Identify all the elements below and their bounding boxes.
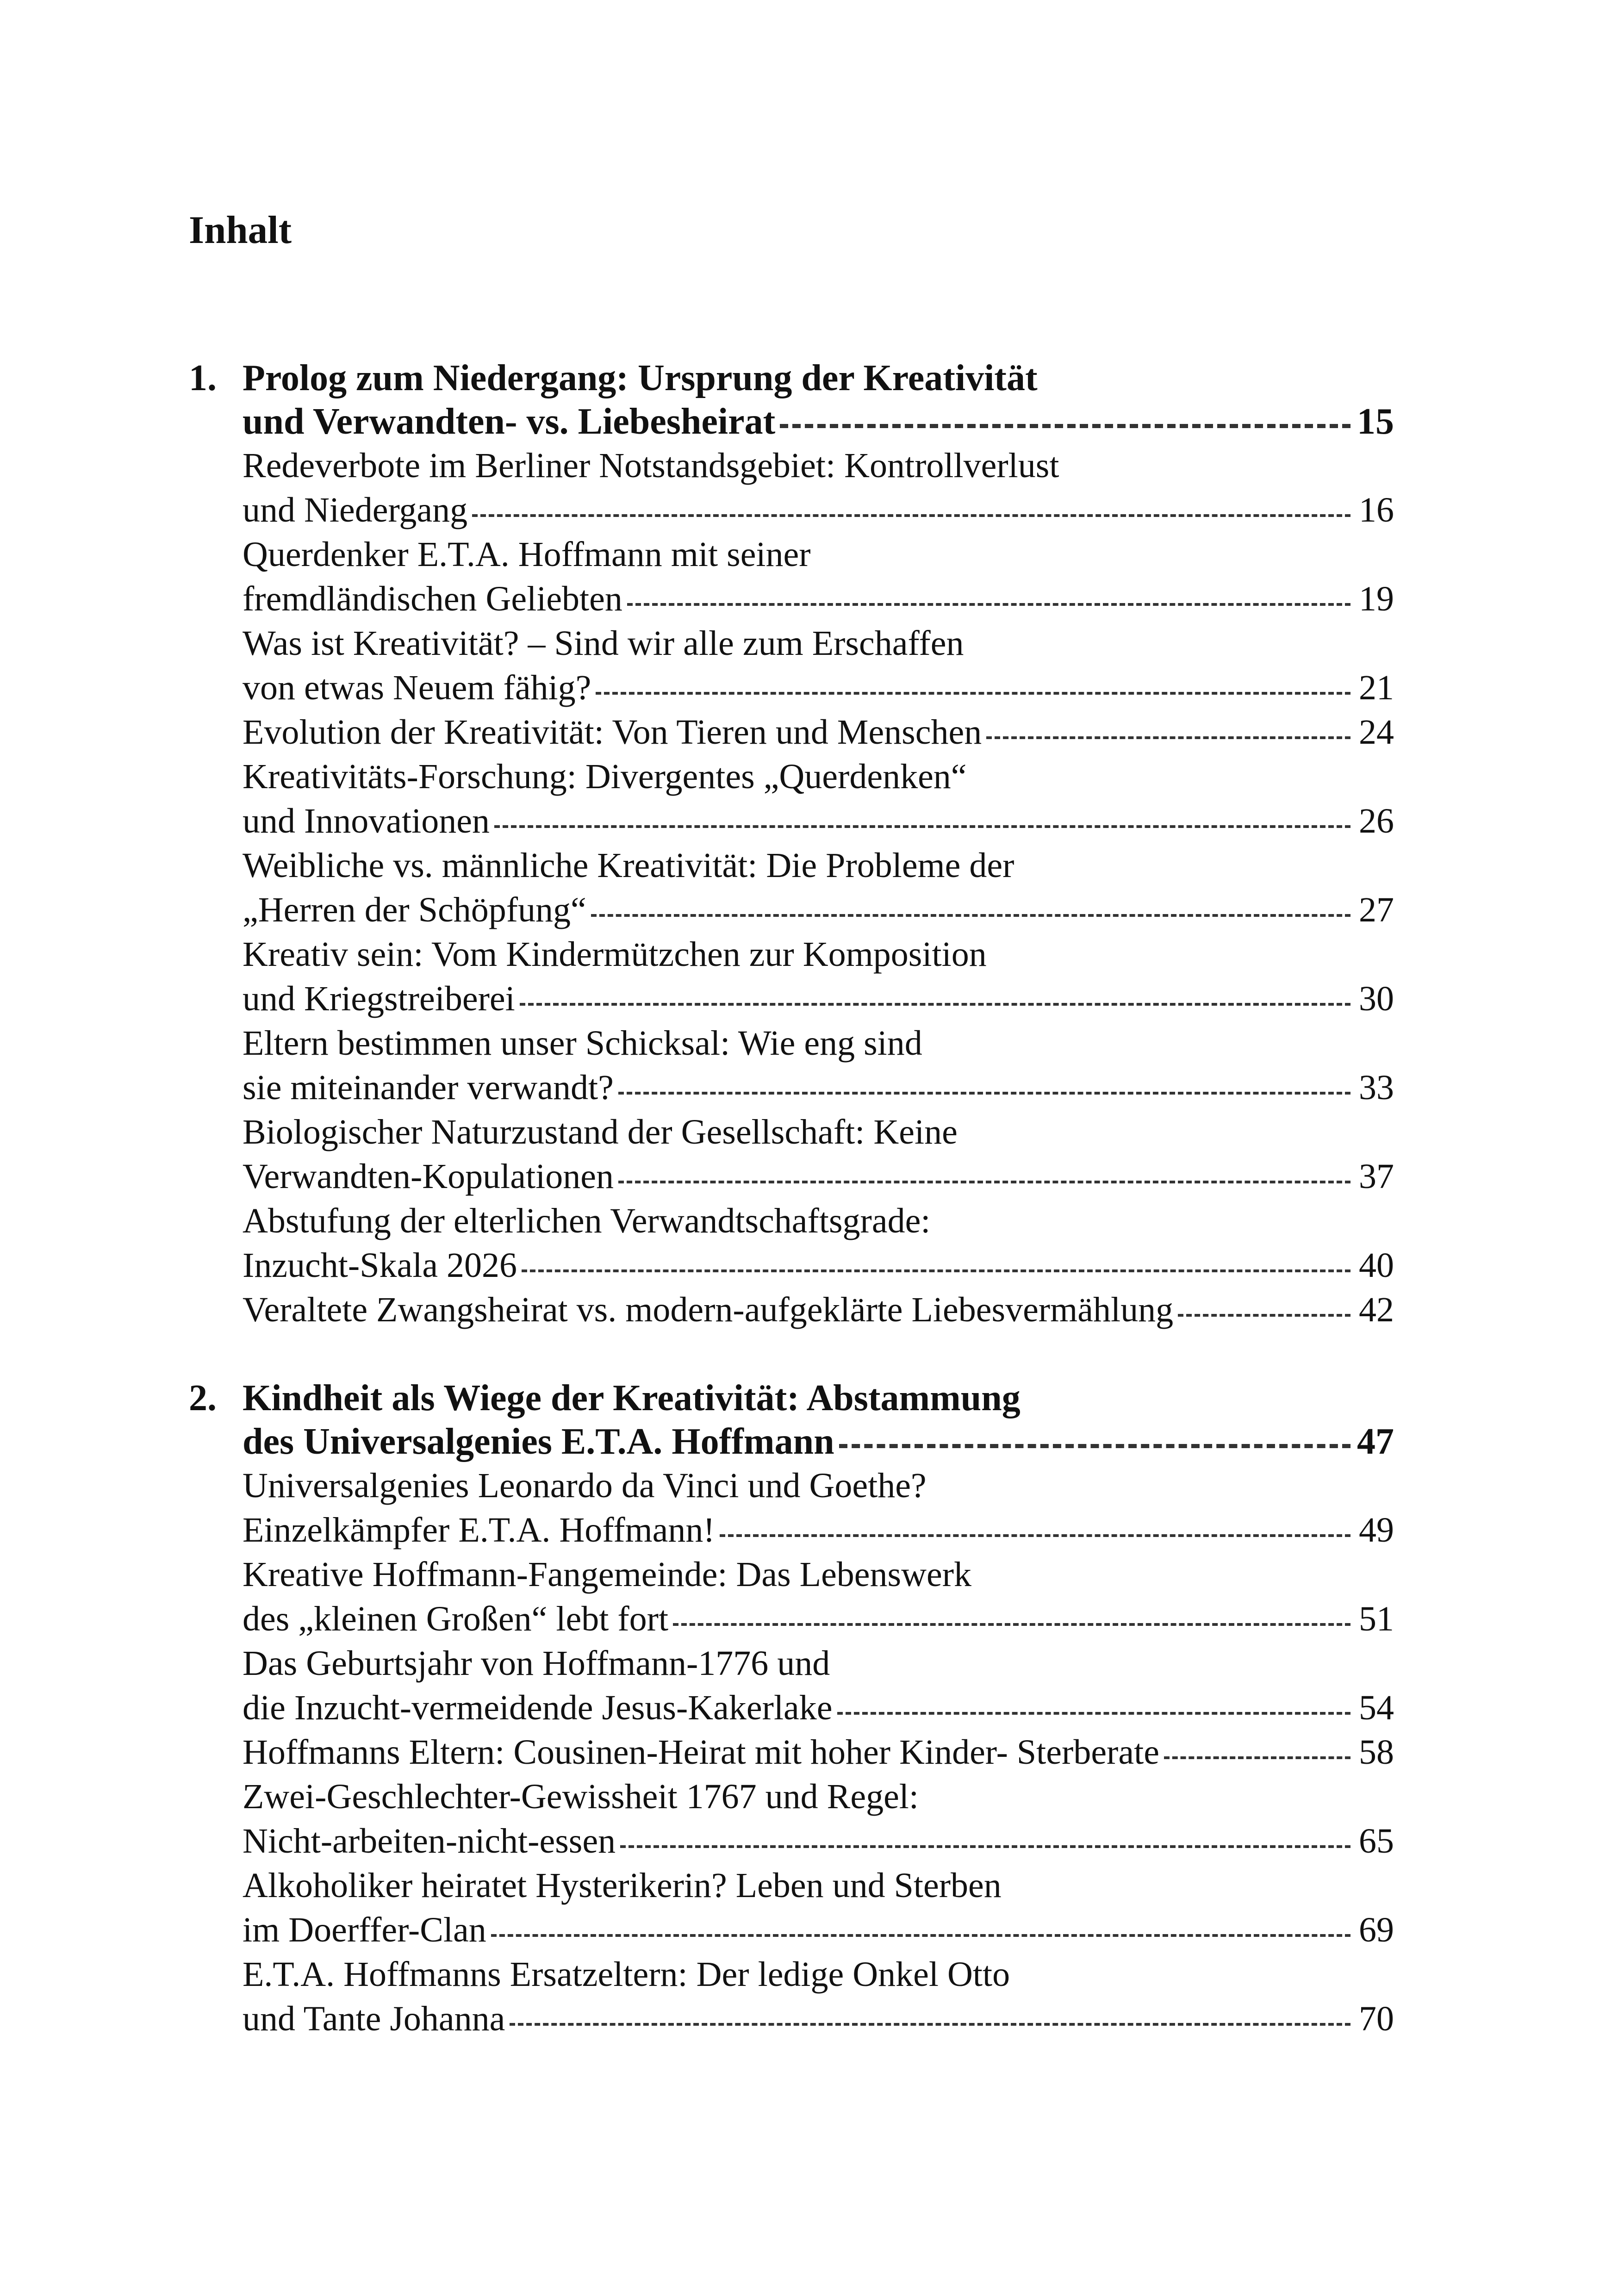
- toc-entry[interactable]: [189, 532, 1394, 621]
- chapter-title-line: Kindheit als Wiege der Kreativität: Abstammung: [243, 1378, 1021, 1419]
- entry-title-line: und Kriegstreiberei: [243, 979, 515, 1018]
- toc-entry[interactable]: [189, 1730, 1394, 1774]
- entry-page-number: 49: [1359, 1511, 1394, 1549]
- dot-leader: [472, 514, 1350, 517]
- chapter-2: [189, 1376, 1394, 2041]
- toc-entry[interactable]: [189, 843, 1394, 932]
- toc-entry[interactable]: [189, 1110, 1394, 1199]
- entry-page-number: 27: [1359, 890, 1394, 929]
- entry-title-line: Einzelkämpfer E.T.A. Hoffmann!: [243, 1511, 715, 1549]
- dot-leader: [720, 1534, 1350, 1537]
- entry-title-line: Evolution der Kreativität: Von Tieren und Menschen: [243, 713, 982, 752]
- entry-title-line: Universalgenies Leonardo da Vinci und Goethe?: [243, 1466, 927, 1505]
- entry-title-line: „Herren der Schöpfung“: [243, 890, 586, 929]
- entry-title-line: und Niedergang: [243, 491, 468, 529]
- entry-page-number: 58: [1359, 1733, 1394, 1772]
- entry-page-number: 21: [1359, 668, 1394, 707]
- entry-page-number: 24: [1359, 713, 1394, 752]
- entry-title-line: Zwei-Geschlechter-Gewissheit 1767 und Regel:: [243, 1777, 919, 1816]
- entry-title-line: von etwas Neuem fähig?: [243, 668, 591, 707]
- chapter-1: [189, 356, 1394, 1332]
- entry-title-line: sie miteinander verwandt?: [243, 1068, 614, 1107]
- dot-leader: [839, 1444, 1350, 1448]
- entry-page-number: 54: [1359, 1688, 1394, 1727]
- chapter-heading[interactable]: [189, 1376, 1394, 1463]
- table-of-contents: [189, 356, 1394, 2085]
- entry-title-line: Querdenker E.T.A. Hoffmann mit seiner: [243, 535, 811, 574]
- chapter-title-line: und Verwandten- vs. Liebesheirat: [243, 401, 776, 442]
- toc-entry[interactable]: [189, 1199, 1394, 1288]
- entry-title-line: und Tante Johanna: [243, 1999, 505, 2038]
- dot-leader: [837, 1712, 1350, 1715]
- dot-leader: [522, 1269, 1350, 1272]
- entry-page-number: 16: [1359, 491, 1394, 529]
- chapter-title-line: Prolog zum Niedergang: Ursprung der Kreativität: [243, 358, 1038, 398]
- dot-leader: [1178, 1314, 1350, 1317]
- entry-page-number: 70: [1359, 1999, 1394, 2038]
- entry-title-line: Nicht-arbeiten-nicht-essen: [243, 1822, 616, 1860]
- chapter-page-number: 47: [1357, 1421, 1394, 1462]
- dot-leader: [780, 424, 1350, 428]
- entry-title-line: Inzucht-Skala 2026: [243, 1246, 517, 1285]
- entry-title-line: Alkoholiker heiratet Hysterikerin? Leben und Sterben: [243, 1866, 1002, 1905]
- chapter-number: 2.: [189, 1378, 217, 1419]
- toc-entry[interactable]: [189, 621, 1394, 710]
- entry-title-line: fremdländischen Geliebten: [243, 579, 622, 618]
- entry-title-line: Eltern bestimmen unser Schicksal: Wie eng sind: [243, 1024, 922, 1063]
- entry-title-line: Das Geburtsjahr von Hoffmann-1776 und: [243, 1644, 830, 1683]
- dot-leader: [627, 603, 1350, 606]
- dot-leader: [618, 1092, 1350, 1095]
- entry-page-number: 19: [1359, 579, 1394, 618]
- entry-title-line: Kreativitäts-Forschung: Divergentes „Querdenken“: [243, 757, 967, 796]
- dot-leader: [596, 692, 1350, 695]
- entry-title-line: des „kleinen Großen“ lebt fort: [243, 1599, 669, 1638]
- entry-title-line: im Doerffer-Clan: [243, 1910, 486, 1949]
- entry-page-number: 30: [1359, 979, 1394, 1018]
- entry-title-line: Veraltete Zwangsheirat vs. modern-aufgeklärte Liebesvermählung: [243, 1290, 1174, 1329]
- entry-title-line: Weibliche vs. männliche Kreativität: Die Probleme der: [243, 846, 1014, 885]
- entry-title-line: E.T.A. Hoffmanns Ersatzeltern: Der ledige Onkel Otto: [243, 1955, 1010, 1994]
- toc-entry[interactable]: [189, 710, 1394, 754]
- entry-title-line: Was ist Kreativität? – Sind wir alle zum Erschaffen: [243, 624, 964, 663]
- entry-title-line: Abstufung der elterlichen Verwandtschaftsgrade:: [243, 1201, 931, 1240]
- entry-title-line: Verwandten-Kopulationen: [243, 1157, 614, 1196]
- chapter-heading[interactable]: [189, 356, 1394, 443]
- dot-leader: [510, 2023, 1350, 2026]
- entry-page-number: 42: [1359, 1290, 1394, 1329]
- entry-title-line: die Inzucht-vermeidende Jesus-Kakerlake: [243, 1688, 833, 1727]
- dot-leader: [591, 914, 1350, 917]
- toc-entry[interactable]: [189, 443, 1394, 532]
- entry-title-line: Redeverbote im Berliner Notstandsgebiet: Kontrollverlust: [243, 446, 1059, 485]
- entry-title-line: Biologischer Naturzustand der Gesellschaft: Keine: [243, 1113, 958, 1151]
- entry-page-number: 26: [1359, 802, 1394, 840]
- dot-leader: [1164, 1756, 1350, 1759]
- toc-entry[interactable]: [189, 1463, 1394, 1552]
- entry-title-line: Hoffmanns Eltern: Cousinen-Heirat mit hoher Kinder- Sterberate: [243, 1733, 1159, 1772]
- toc-entry[interactable]: [189, 1021, 1394, 1110]
- entry-page-number: 37: [1359, 1157, 1394, 1196]
- dot-leader: [491, 1934, 1350, 1937]
- chapter-title-line: des Universalgenies E.T.A. Hoffmann: [243, 1421, 834, 1462]
- dot-leader: [494, 825, 1350, 828]
- page-title: Inhalt: [189, 208, 292, 252]
- toc-entry[interactable]: [189, 754, 1394, 843]
- chapter-number: 1.: [189, 358, 217, 398]
- toc-entry[interactable]: [189, 1863, 1394, 1952]
- toc-entry[interactable]: [189, 932, 1394, 1021]
- toc-entry[interactable]: [189, 1552, 1394, 1641]
- entry-page-number: 40: [1359, 1246, 1394, 1285]
- entry-page-number: 33: [1359, 1068, 1394, 1107]
- dot-leader: [618, 1181, 1350, 1183]
- dot-leader: [986, 736, 1350, 739]
- entry-title-line: und Innovationen: [243, 802, 490, 840]
- entry-title-line: Kreative Hoffmann-Fangemeinde: Das Lebenswerk: [243, 1555, 972, 1594]
- dot-leader: [620, 1845, 1350, 1848]
- entry-page-number: 65: [1359, 1822, 1394, 1860]
- entry-title-line: Kreativ sein: Vom Kindermützchen zur Komposition: [243, 935, 987, 974]
- toc-entry[interactable]: [189, 1774, 1394, 1863]
- dot-leader: [673, 1623, 1350, 1626]
- entry-page-number: 51: [1359, 1599, 1394, 1638]
- toc-entry[interactable]: [189, 1641, 1394, 1730]
- chapter-page-number: 15: [1357, 401, 1394, 442]
- dot-leader: [520, 1003, 1350, 1006]
- toc-entry[interactable]: [189, 1952, 1394, 2041]
- toc-entry[interactable]: [189, 1288, 1394, 1332]
- entry-page-number: 69: [1359, 1910, 1394, 1949]
